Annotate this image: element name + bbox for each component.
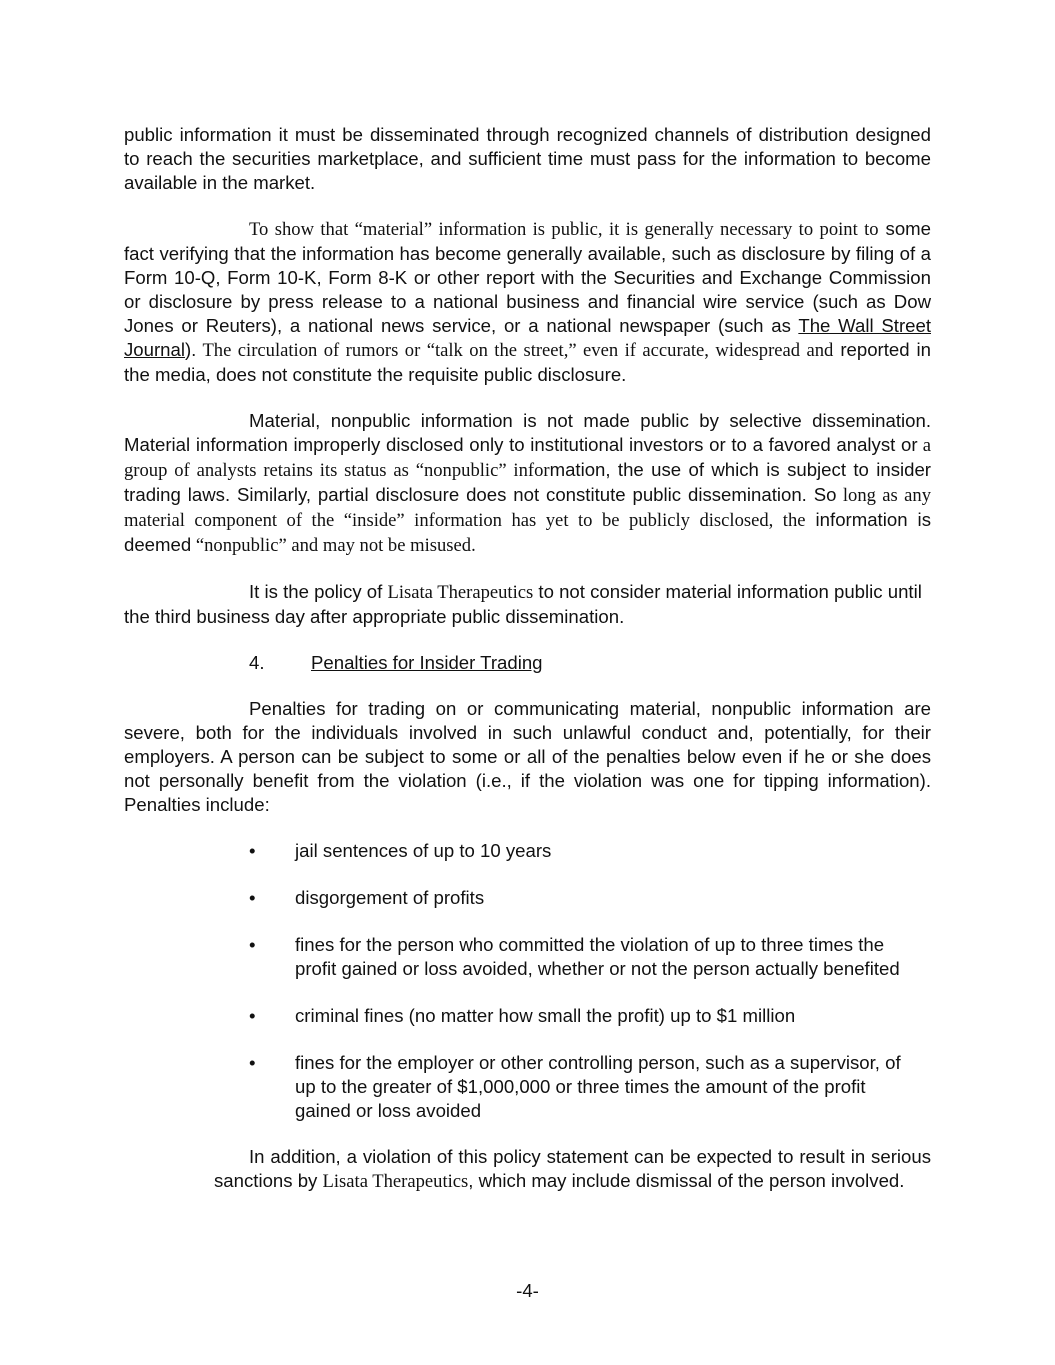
list-item — [124, 886, 931, 910]
paragraph-rumors-end: reported in the media, does not constitute the requisite public disclosure. — [124, 339, 931, 385]
sanctions-lead: In addition, a violation of this policy statement can be expected to result in serious sanctions by — [214, 1146, 931, 1191]
list-item-text: disgorgement of profits — [295, 887, 485, 908]
list-item — [124, 933, 931, 981]
company-policy-end: to not consider material information public until the third business day after appropriate public dissemination. — [124, 581, 922, 627]
paragraph-public-information: public information it must be disseminated through recognized channels of distribution designed to reach the securities marketplace, and sufficient time must pass for the information to become available in the market. — [124, 124, 931, 193]
selective-dissemination-laws: mation, the use of which is subject to insider trading laws. Similarly, partial disclosure does not constitute public dissemination. So — [124, 459, 931, 505]
sanctions-end: , which may include dismissal of the person involved. — [468, 1170, 905, 1191]
selective-dissemination-analysts: a group of analysts retains its status as “nonpublic” infor — [124, 435, 931, 481]
bullet-icon: • — [249, 934, 256, 955]
wall-street-journal-title: The Wall Street Journal — [124, 315, 931, 360]
company-name: Lisata Therapeutics — [322, 1171, 469, 1192]
selective-dissemination-deemed: information is deemed — [124, 509, 931, 555]
document-page — [124, 123, 931, 1194]
page-number: -4- — [516, 1280, 539, 1301]
paragraph-company-policy — [124, 580, 931, 629]
list-item-text: fines for the employer or other controlling person, such as a supervisor, of up to the greater of $1,000,000 or three times the amount of the profit gained or loss avoided — [295, 1052, 901, 1121]
paragraph-selective-dissemination — [124, 409, 931, 558]
section-heading-penalties — [124, 651, 931, 675]
list-item — [124, 839, 931, 863]
list-item-text: jail sentences of up to 10 years — [295, 840, 552, 861]
bullet-icon: • — [249, 1052, 256, 1073]
company-name: Lisata Therapeutics — [387, 582, 534, 603]
penalties-list — [124, 839, 931, 1123]
bullet-icon: • — [249, 840, 256, 861]
paragraph-material-public-close: ). — [184, 339, 197, 360]
bullet-icon: • — [249, 887, 256, 908]
paragraph-sanctions — [124, 1145, 931, 1194]
company-policy-lead: It is the policy of — [249, 581, 388, 602]
paragraph-material-public — [124, 217, 931, 387]
list-item-text: criminal fines (no matter how small the profit) up to $1 million — [295, 1005, 796, 1026]
section-number: 4. — [249, 652, 265, 673]
paragraph-material-public-body: some fact verifying that the information has become generally available, such as disclosure by filing of a Form 10-Q, Form 10-K, Form 8-K or other report with the Securities and Exchange Commission or disclosure by press release to a national business and financial wire service (such as Dow Jones or Reuters), a national news service, or a national newspaper (such as — [124, 218, 931, 336]
list-item-text: fines for the person who committed the violation of up to three times the profit gained or loss avoided, whether or not the person actually benefited — [295, 934, 900, 979]
paragraph-rumors-text: The circulation of rumors or “talk on the street,” even if accurate, widespread and — [196, 340, 834, 361]
list-item — [124, 1004, 931, 1028]
selective-dissemination-lead: Material, nonpublic information is not made public by selective dissemination. Material information improperly disclosed only to institutional investors or to a favored analyst or — [124, 410, 931, 455]
selective-dissemination-end: “nonpublic” and may not be misused. — [191, 535, 476, 556]
list-item — [124, 1051, 931, 1123]
paragraph-material-public-lead: To show that “material” information is public, it is generally necessary to point to — [249, 219, 879, 240]
bullet-icon: • — [249, 1005, 256, 1026]
paragraph-penalties: Penalties for trading on or communicating material, nonpublic information are severe, both for the individuals involved in such unlawful conduct and, potentially, for their employers. A person can be subject to some or all of the penalties below even if he or she does not personally benefit from the violation (i.e., if the violation was one for tipping information). Penalties include: — [124, 698, 931, 815]
section-title: Penalties for Insider Trading — [311, 652, 543, 673]
selective-dissemination-inside: long as any material component of the “inside” information has yet to be publicly disclosed, the — [124, 485, 932, 531]
